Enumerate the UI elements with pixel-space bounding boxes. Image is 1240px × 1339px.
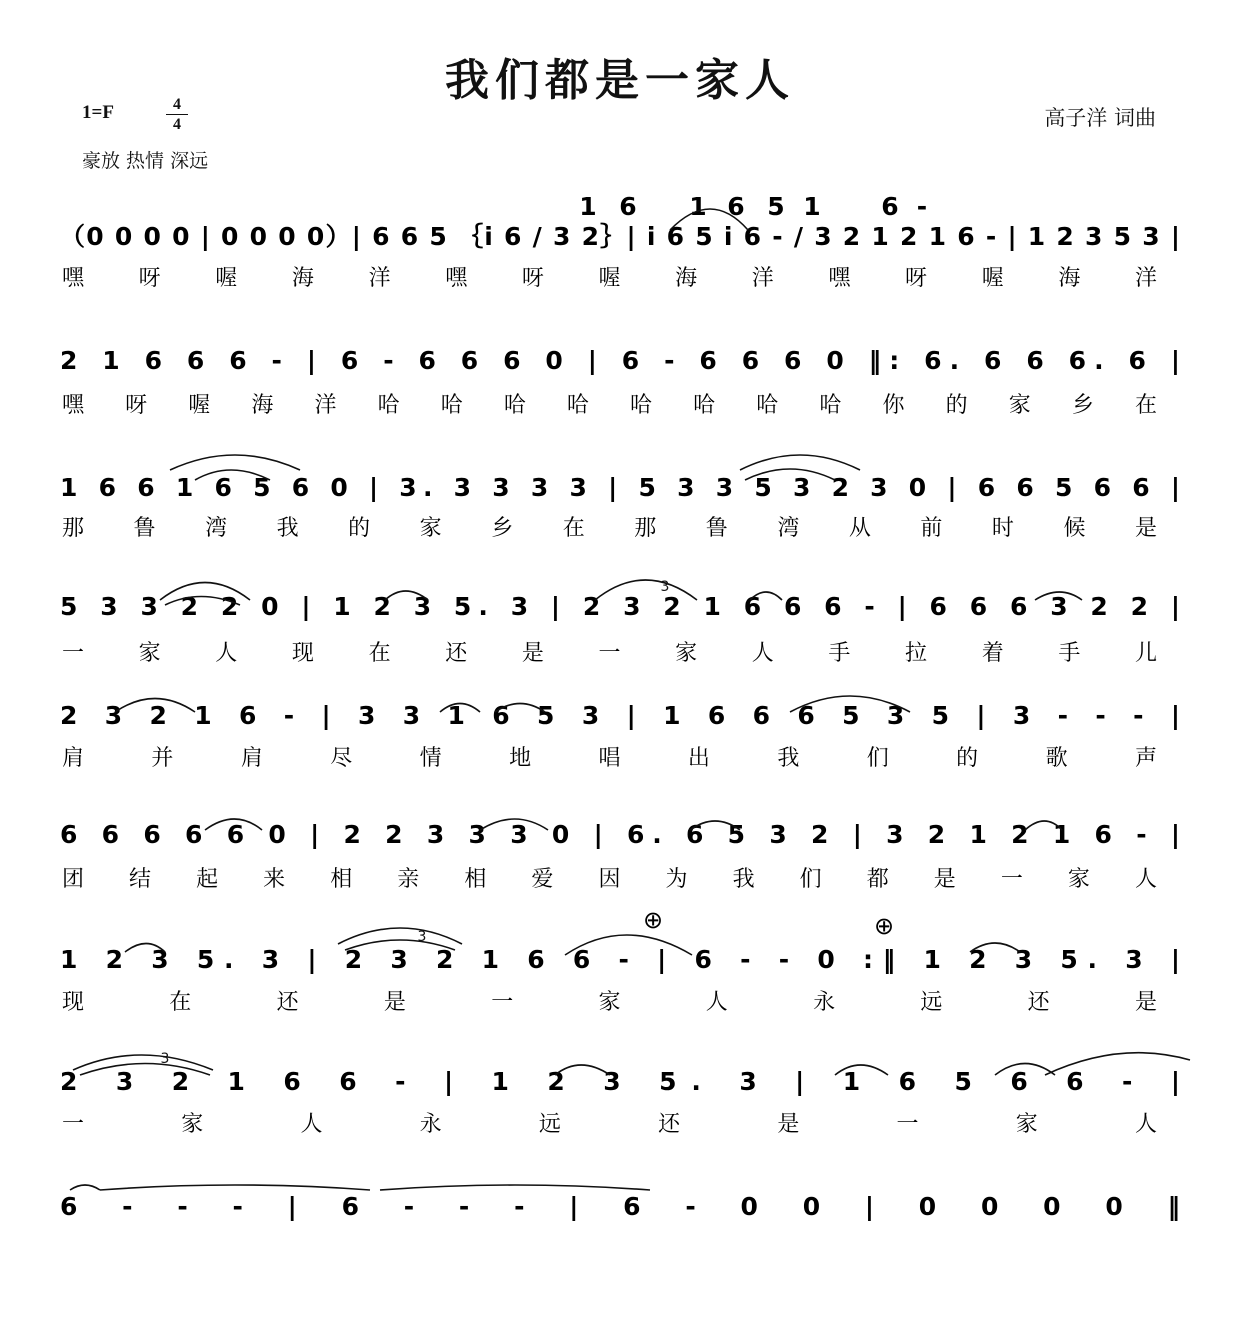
lyric-line-5: 肩 并 肩 尽 情 地 唱 出 我 们 的 歌 声 <box>62 746 1157 771</box>
upper-voice-note: 1 <box>579 192 597 221</box>
upper-voice-note: - <box>916 192 928 221</box>
lyric-line-6: 团 结 起 来 相 亲 相 爱 因 为 我 们 都 是 一 家 人 <box>62 867 1157 892</box>
upper-voice-note: 5 <box>767 192 785 221</box>
time-signature-top: 4 <box>173 96 181 113</box>
time-signature-bottom: 4 <box>173 116 181 133</box>
svg-text:3: 3 <box>160 1051 170 1067</box>
notation-line-1: （0 0 0 0 | 0 0 0 0）| 6 6 5 ｛i 6 / 3 2｝| i 6 5 i 6 - / 3 2 1 2 1 6 - | 1 2 3 5 3 | <box>60 222 1180 251</box>
notation-line-3: 1 6 6 1 6 5 6 0 | 3. 3 3 3 3 | 5 3 3 5 3 2 3 0 | 6 6 5 6 6 | <box>60 473 1181 502</box>
coda-sign-1: ⊕ <box>642 906 664 934</box>
svg-text:3: 3 <box>417 929 427 945</box>
upper-voice-note: 6 <box>881 192 899 221</box>
tempo-marking: 豪放 热情 深远 <box>82 150 209 172</box>
lyric-line-4: 一 家 人 现 在 还 是 一 家 人 手 拉 着 手 儿 <box>62 641 1157 666</box>
upper-voice-note: 6 <box>727 192 745 221</box>
lyric-line-3: 那 鲁 湾 我 的 家 乡 在 那 鲁 湾 从 前 时 候 是 <box>62 516 1158 541</box>
notation-line-7: 1 2 3 5. 3 | 2 3 2 1 6 6 - | 6 - - 0 :‖ 1 2 3 5. 3 | <box>60 945 1180 974</box>
svg-text:3: 3 <box>660 579 670 595</box>
notation-line-2: 2 1 6 6 6 - | 6 - 6 6 6 0 | 6 - 6 6 6 0 ‖: 6. 6 6 6. 6 | <box>60 346 1181 375</box>
key-signature: 1=F <box>82 102 114 123</box>
upper-voice-note: 1 <box>803 192 821 221</box>
lyric-line-7: 现 在 还 是 一 家 人 永 远 还 是 <box>62 990 1158 1015</box>
song-title: 我们都是一家人 <box>445 55 795 106</box>
lyric-line-1: 嘿 呀 喔 海 洋 嘿 呀 喔 海 洋 嘿 呀 喔 海 洋 <box>62 266 1157 291</box>
notation-line-8: 2 3 2 1 6 6 - | 1 2 3 5. 3 | 1 6 5 6 6 - | <box>60 1067 1181 1096</box>
upper-voice <box>579 192 927 221</box>
notation-line-5: 2 3 2 1 6 - | 3 3 1 6 5 3 | 1 6 6 6 5 3 5 | 3 - - - | <box>60 701 1181 730</box>
lyric-line-2: 嘿 呀 喔 海 洋 哈 哈 哈 哈 哈 哈 哈 哈 你 的 家 乡 在 <box>62 393 1157 418</box>
notation-line-9: 6 - - - | 6 - - - | 6 - 0 0 | 0 0 0 0 ‖ <box>60 1192 1180 1221</box>
notation-line-4: 5 3 3 2 2 0 | 1 2 3 5. 3 | 2 3 2 1 6 6 6 - | 6 6 6 3 2 2 | <box>60 592 1180 621</box>
upper-voice-note: 6 <box>619 192 637 221</box>
notation-line-6: 6 6 6 6 6 0 | 2 2 3 3 3 0 | 6. 6 5 3 2 | 3 2 1 2 1 6 - | <box>60 820 1181 849</box>
author-credit: 高子洋 词曲 <box>1044 106 1156 130</box>
upper-voice-note: 1 <box>689 192 707 221</box>
lyric-line-8: 一 家 人 永 远 还 是 一 家 人 <box>62 1112 1157 1137</box>
coda-sign-2: ⊕ <box>873 912 895 940</box>
